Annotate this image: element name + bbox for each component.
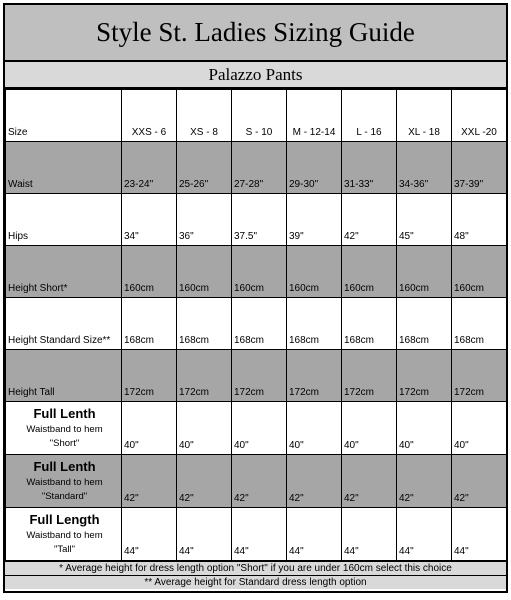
size-table [5, 89, 507, 561]
length-option: "Tall" [54, 544, 75, 555]
table-row-height-standard [6, 298, 507, 350]
measurement-cell: 37-39" [452, 142, 507, 194]
size-header-row [6, 90, 507, 142]
length-title: Full Lenth [33, 406, 96, 421]
length-label [6, 402, 122, 455]
measurement-cell: 172cm [342, 350, 397, 402]
measurement-cell: 168cm [177, 298, 232, 350]
table-row-height-tall [6, 350, 507, 402]
measurement-cell: 172cm [122, 350, 177, 402]
measurement-cell: 44" [177, 508, 232, 561]
table-row-length-standard [6, 455, 507, 508]
length-label [6, 455, 122, 508]
size-header: XL - 18 [397, 90, 452, 142]
measurement-cell: 42" [122, 455, 177, 508]
row-label: Height Short* [6, 246, 122, 298]
length-desc: Waistband to hem [26, 477, 103, 488]
table-row-length-tall [6, 508, 507, 561]
measurement-cell: 40" [232, 402, 287, 455]
row-label: Height Tall [6, 350, 122, 402]
footnote-short: * Average height for dress length option "Short" if you are under 160cm select this choice [5, 561, 506, 575]
measurement-cell: 29-30" [287, 142, 342, 194]
measurement-cell: 168cm [122, 298, 177, 350]
measurement-cell: 42" [287, 455, 342, 508]
measurement-cell: 34-36" [397, 142, 452, 194]
length-title: Full Lenth [33, 459, 96, 474]
measurement-cell: 160cm [397, 246, 452, 298]
footnote-standard: ** Average height for Standard dress length option [5, 575, 506, 589]
size-header: XS - 8 [177, 90, 232, 142]
measurement-cell: 42" [452, 455, 507, 508]
measurement-cell: 27-28" [232, 142, 287, 194]
length-desc: Waistband to hem [26, 530, 103, 541]
size-header: XXS - 6 [122, 90, 177, 142]
table-row-hips [6, 194, 507, 246]
length-option: "Short" [49, 438, 80, 449]
measurement-cell: 42" [232, 455, 287, 508]
measurement-cell: 42" [397, 455, 452, 508]
size-header: S - 10 [232, 90, 287, 142]
measurement-cell: 160cm [452, 246, 507, 298]
size-header: L - 16 [342, 90, 397, 142]
measurement-cell: 160cm [342, 246, 397, 298]
measurement-cell: 168cm [287, 298, 342, 350]
table-row-height-short [6, 246, 507, 298]
measurement-cell: 168cm [232, 298, 287, 350]
measurement-cell: 39" [287, 194, 342, 246]
measurement-cell: 40" [342, 402, 397, 455]
measurement-cell: 168cm [452, 298, 507, 350]
measurement-cell: 44" [452, 508, 507, 561]
measurement-cell: 42" [342, 194, 397, 246]
size-header: M - 12-14 [287, 90, 342, 142]
row-label: Hips [6, 194, 122, 246]
row-label: Waist [6, 142, 122, 194]
measurement-cell: 40" [397, 402, 452, 455]
product-subtitle: Palazzo Pants [5, 62, 506, 89]
measurement-cell: 160cm [232, 246, 287, 298]
size-label: Size [6, 90, 122, 142]
measurement-cell: 168cm [342, 298, 397, 350]
measurement-cell: 40" [177, 402, 232, 455]
measurement-cell: 37.5" [232, 194, 287, 246]
table-row-waist [6, 142, 507, 194]
length-title: Full Length [29, 512, 100, 527]
measurement-cell: 168cm [397, 298, 452, 350]
measurement-cell: 31-33" [342, 142, 397, 194]
measurement-cell: 40" [452, 402, 507, 455]
measurement-cell: 160cm [122, 246, 177, 298]
length-label [6, 508, 122, 561]
measurement-cell: 23-24" [122, 142, 177, 194]
measurement-cell: 42" [342, 455, 397, 508]
length-desc: Waistband to hem [26, 424, 103, 435]
measurement-cell: 172cm [287, 350, 342, 402]
measurement-cell: 172cm [397, 350, 452, 402]
size-header: XXL -20 [452, 90, 507, 142]
length-option: "Standard" [41, 491, 88, 502]
measurement-cell: 40" [287, 402, 342, 455]
measurement-cell: 42" [177, 455, 232, 508]
measurement-cell: 45" [397, 194, 452, 246]
measurement-cell: 48" [452, 194, 507, 246]
measurement-cell: 44" [342, 508, 397, 561]
row-label: Height Standard Size** [6, 298, 122, 350]
guide-title: Style St. Ladies Sizing Guide [5, 5, 506, 62]
measurement-cell: 34" [122, 194, 177, 246]
measurement-cell: 25-26" [177, 142, 232, 194]
table-row-length-short [6, 402, 507, 455]
sizing-guide-sheet [3, 3, 508, 593]
measurement-cell: 172cm [232, 350, 287, 402]
measurement-cell: 44" [232, 508, 287, 561]
measurement-cell: 40" [122, 402, 177, 455]
measurement-cell: 44" [397, 508, 452, 561]
measurement-cell: 44" [287, 508, 342, 561]
measurement-cell: 172cm [177, 350, 232, 402]
measurement-cell: 160cm [177, 246, 232, 298]
measurement-cell: 36" [177, 194, 232, 246]
measurement-cell: 44" [122, 508, 177, 561]
measurement-cell: 172cm [452, 350, 507, 402]
measurement-cell: 160cm [287, 246, 342, 298]
